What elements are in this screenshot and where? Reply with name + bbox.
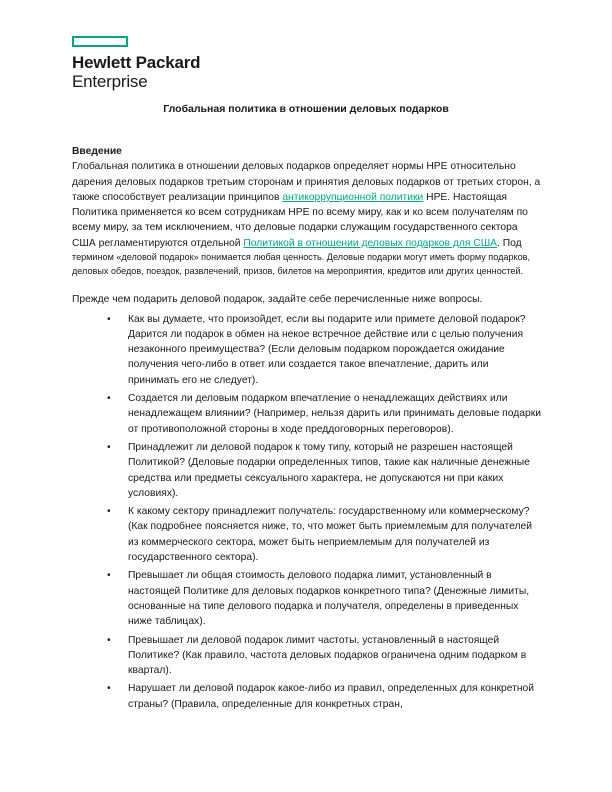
question-text: Нарушает ли деловой подарок какое-либо из правил, определенных для конкретной страны? (Правила, определенные для конкретных стран, [128, 683, 535, 710]
logo-line1: Hewlett Packard [72, 53, 201, 72]
intro-paragraph [72, 159, 542, 251]
page-title: Глобальная политика в отношении деловых подарков [163, 103, 449, 115]
list-item [107, 391, 542, 437]
bullet-icon: • [107, 393, 111, 405]
logo-accent-bar [72, 36, 128, 47]
intro-small-text: термином «деловой подарок» понимается любая ценность. Деловые подарки могут иметь форму подарков, деловых обедов, поездок, развлечений, призов, билетов на мероприятия, кредитов или других ценностей. [72, 252, 531, 276]
logo-line2: Enterprise [72, 72, 148, 91]
bullet-icon: • [107, 313, 111, 325]
question-text: Превышает ли общая стоимость делового подарка лимит, установленный в настоящей Политике для деловых подарков конкретного типа? (Денежные лимиты, основанные на типе делового подарка и получателя, определены в приведенных ниже таблицах). [128, 570, 530, 628]
questions-list [72, 312, 542, 712]
list-item [107, 312, 542, 388]
bullet-icon: • [107, 683, 111, 695]
list-item [107, 504, 542, 565]
intro-text-b: HPE. Настоящая Политика применяется ко всем сотрудникам HPE по всему миру, как и ко всем получателям по всему миру, за тем исключением, что деловые подарки служащим государственного сектора США регламентируются отдельной [72, 191, 528, 249]
question-text: Создается ли деловым подарком впечатление о ненадлежащих действиях или ненадлежащем влиянии? (Например, нельзя дарить или принимать деловые подарки от противоположной стороны в ходе преддоговорных переговоров). [128, 393, 541, 435]
hpe-logo [72, 36, 200, 91]
list-item [107, 681, 542, 712]
list-item [107, 568, 542, 629]
question-text: Превышает ли деловой подарок лимит частоты, установленный в настоящей Политике? (Как правило, частота деловых подарков ограничена одним подарком в квартал). [128, 634, 527, 677]
bullet-icon: • [107, 570, 111, 582]
question-text: Принадлежит ли деловой подарок к тому типу, который не разрешен настоящей Политикой? (Деловые подарки определенных типов, такие как наличные денежные средства или предметы сексуального характера, не допускаются ни при каких условиях). [128, 441, 530, 499]
bullet-icon: • [107, 634, 111, 646]
question-text: Как вы думаете, что произойдет, если вы подарите или примете деловой подарок? Дарится ли подарок в обмен на некое встречное действие или с целью получения незаконного преимущества? (Если деловым подарком порождается ожидание получения чего-либо в ответ или создается такое впечатление, дарить или принимать его не следует). [128, 313, 526, 386]
bullet-icon: • [107, 506, 111, 518]
intro-text-a: Глобальная политика в отношении деловых подарков определяет нормы HPE относительно дарения деловых подарков третьим сторонам и принятия деловых подарков от третьих сторон, а также способствует реализации принципов [72, 161, 541, 203]
anticorruption-policy-link[interactable]: антикоррупционной политики [282, 191, 424, 203]
us-gifts-policy-link[interactable]: Политикой в отношении деловых подарков для США [243, 237, 498, 249]
question-text: К какому сектору принадлежит получатель: государственному или коммерческому? (Как подробнее поясняется ниже, то, что может быть приемлемым для получателей из коммерческого сектора, может быть неприемлемым для получателей из государственного сектора). [128, 506, 533, 564]
intro-heading: Введение [72, 146, 122, 157]
list-item [107, 633, 542, 679]
document-body [72, 144, 542, 715]
intro-text-c: . Под [497, 237, 522, 249]
list-item [107, 440, 542, 501]
questions-lead: Прежде чем подарить деловой подарок, задайте себе перечисленные ниже вопросы. [72, 294, 483, 306]
bullet-icon: • [107, 441, 111, 453]
